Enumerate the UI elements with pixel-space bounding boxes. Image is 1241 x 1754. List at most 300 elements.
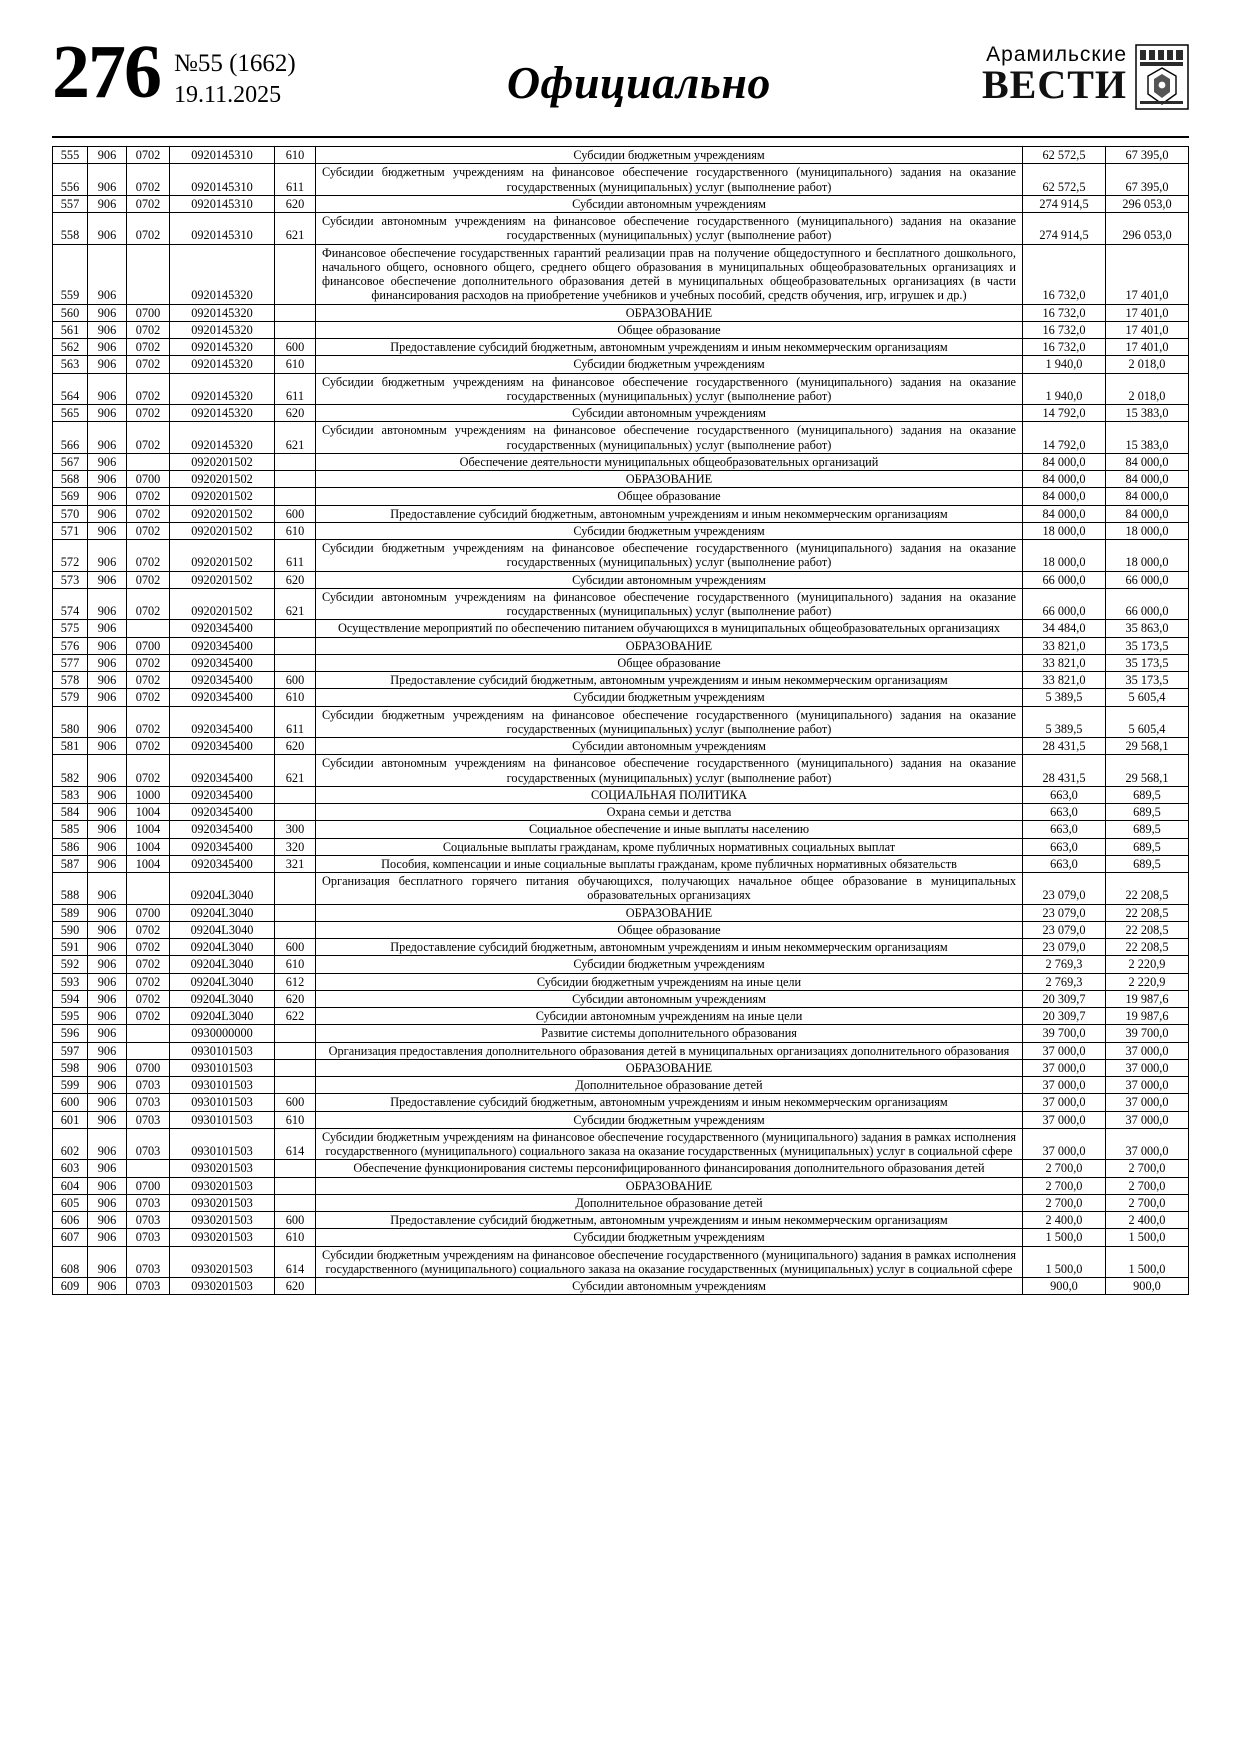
- cell-sum-2: 35 863,0: [1106, 620, 1189, 637]
- cell-vedomstvo: 906: [88, 1094, 127, 1111]
- cell-target-article: 0920201502: [170, 453, 275, 470]
- table-row: [53, 422, 1189, 454]
- cell-sum-2: 19 987,6: [1106, 1008, 1189, 1025]
- table-row: [53, 505, 1189, 522]
- table-row: [53, 1111, 1189, 1128]
- cell-row-number: 598: [53, 1059, 88, 1076]
- cell-name: ОБРАЗОВАНИЕ: [316, 304, 1023, 321]
- cell-target-article: 0920145310: [170, 213, 275, 245]
- cell-expense-type: [275, 1042, 316, 1059]
- cell-name: Предоставление субсидий бюджетным, автономным учреждениям и иным некоммерческим организациям: [316, 672, 1023, 689]
- cell-sum-2: 15 383,0: [1106, 422, 1189, 454]
- cell-name: Финансовое обеспечение государственных гарантий реализации прав на получение общедоступного и бесплатного дошкольного, начального общего, основного общего, среднего общего образования в муниципальных общеобразовательных организациях и финансовое обеспечение дополнительного образования детей в муниципальных общеобразовательных организациях (в части финансирования расходов на приобретение учебников и учебных пособий, средств обучения, игр, игрушек и др.): [316, 244, 1023, 304]
- cell-target-article: 0920345400: [170, 786, 275, 803]
- cell-expense-type: 622: [275, 1008, 316, 1025]
- cell-vedomstvo: 906: [88, 654, 127, 671]
- cell-expense-type: [275, 304, 316, 321]
- cell-razdel: 0702: [127, 921, 170, 938]
- cell-sum-1: 66 000,0: [1023, 571, 1106, 588]
- cell-expense-type: [275, 1059, 316, 1076]
- table-row: [53, 588, 1189, 620]
- cell-vedomstvo: 906: [88, 939, 127, 956]
- cell-sum-1: 37 000,0: [1023, 1042, 1106, 1059]
- cell-sum-2: 2 700,0: [1106, 1194, 1189, 1211]
- table-row: [53, 990, 1189, 1007]
- cell-razdel: 0700: [127, 904, 170, 921]
- cell-expense-type: [275, 637, 316, 654]
- cell-sum-1: 16 732,0: [1023, 339, 1106, 356]
- cell-target-article: 0920201502: [170, 522, 275, 539]
- cell-sum-1: 66 000,0: [1023, 588, 1106, 620]
- cell-target-article: 0920201502: [170, 505, 275, 522]
- cell-name: Общее образование: [316, 654, 1023, 671]
- cell-expense-type: [275, 1077, 316, 1094]
- cell-sum-2: 35 173,5: [1106, 637, 1189, 654]
- cell-razdel: 0703: [127, 1212, 170, 1229]
- cell-target-article: 0930201503: [170, 1278, 275, 1295]
- cell-vedomstvo: 906: [88, 873, 127, 905]
- cell-vedomstvo: 906: [88, 373, 127, 405]
- table-row: [53, 1077, 1189, 1094]
- cell-name: Общее образование: [316, 488, 1023, 505]
- cell-vedomstvo: 906: [88, 706, 127, 738]
- cell-target-article: 0920145320: [170, 422, 275, 454]
- cell-vedomstvo: 906: [88, 1008, 127, 1025]
- cell-expense-type: [275, 1177, 316, 1194]
- table-row: [53, 1128, 1189, 1160]
- cell-target-article: 0930201503: [170, 1229, 275, 1246]
- cell-name: Предоставление субсидий бюджетным, автономным учреждениям и иным некоммерческим организациям: [316, 1212, 1023, 1229]
- cell-expense-type: 600: [275, 339, 316, 356]
- cell-vedomstvo: 906: [88, 1077, 127, 1094]
- cell-name: Субсидии автономным учреждениям: [316, 571, 1023, 588]
- cell-row-number: 572: [53, 540, 88, 572]
- cell-razdel: [127, 244, 170, 304]
- cell-razdel: 0702: [127, 405, 170, 422]
- table-row: [53, 1229, 1189, 1246]
- cell-sum-1: 2 400,0: [1023, 1212, 1106, 1229]
- cell-name: Субсидии бюджетным учреждениям на финансовое обеспечение государственного (муниципального) задания на оказание государственных (муниципальных) услуг (выполнение работ): [316, 540, 1023, 572]
- cell-name: Предоставление субсидий бюджетным, автономным учреждениям и иным некоммерческим организациям: [316, 505, 1023, 522]
- cell-vedomstvo: 906: [88, 1194, 127, 1211]
- cell-sum-1: 1 500,0: [1023, 1229, 1106, 1246]
- cell-expense-type: 611: [275, 706, 316, 738]
- cell-sum-1: 2 769,3: [1023, 956, 1106, 973]
- cell-target-article: 09204L3040: [170, 990, 275, 1007]
- masthead-divider: [52, 136, 1189, 138]
- cell-expense-type: [275, 453, 316, 470]
- cell-expense-type: 320: [275, 838, 316, 855]
- table-row: [53, 956, 1189, 973]
- cell-name: Субсидии бюджетным учреждениям: [316, 1229, 1023, 1246]
- cell-row-number: 559: [53, 244, 88, 304]
- cell-sum-2: 37 000,0: [1106, 1059, 1189, 1076]
- cell-target-article: 0920345400: [170, 637, 275, 654]
- cell-razdel: 0703: [127, 1077, 170, 1094]
- cell-name: Субсидии бюджетным учреждениям на финансовое обеспечение государственного (муниципального) задания на оказание государственных (муниципальных) услуг (выполнение работ): [316, 373, 1023, 405]
- cell-razdel: 0702: [127, 956, 170, 973]
- table-row: [53, 1278, 1189, 1295]
- table-row: [53, 755, 1189, 787]
- cell-sum-1: 14 792,0: [1023, 422, 1106, 454]
- cell-target-article: 0920145320: [170, 339, 275, 356]
- cell-razdel: 1004: [127, 838, 170, 855]
- cell-sum-2: 689,5: [1106, 838, 1189, 855]
- cell-expense-type: 610: [275, 1229, 316, 1246]
- cell-target-article: 0920145320: [170, 304, 275, 321]
- cell-razdel: 0700: [127, 1177, 170, 1194]
- table-row: [53, 706, 1189, 738]
- cell-razdel: 0702: [127, 505, 170, 522]
- cell-sum-2: 2 220,9: [1106, 973, 1189, 990]
- cell-expense-type: 620: [275, 571, 316, 588]
- cell-target-article: 0920145310: [170, 147, 275, 164]
- cell-sum-2: 37 000,0: [1106, 1077, 1189, 1094]
- cell-razdel: 0700: [127, 1059, 170, 1076]
- cell-sum-2: 29 568,1: [1106, 738, 1189, 755]
- cell-row-number: 597: [53, 1042, 88, 1059]
- cell-target-article: 0920345400: [170, 755, 275, 787]
- cell-row-number: 585: [53, 821, 88, 838]
- cell-row-number: 570: [53, 505, 88, 522]
- cell-sum-2: 5 605,4: [1106, 706, 1189, 738]
- cell-row-number: 607: [53, 1229, 88, 1246]
- cell-razdel: 0702: [127, 654, 170, 671]
- cell-target-article: 0930101503: [170, 1077, 275, 1094]
- cell-vedomstvo: 906: [88, 973, 127, 990]
- cell-name: Пособия, компенсации и иные социальные выплаты гражданам, кроме публичных нормативных обязательств: [316, 855, 1023, 872]
- cell-name: Субсидии бюджетным учреждениям на финансовое обеспечение государственного (муниципального) задания в рамках исполнения государственного (муниципального) социального заказа на оказание государственных (муниципальных) услуг в социальной сфере: [316, 1128, 1023, 1160]
- cell-vedomstvo: 906: [88, 1025, 127, 1042]
- town-crest-icon: [1135, 44, 1189, 110]
- cell-name: Субсидии бюджетным учреждениям: [316, 522, 1023, 539]
- cell-row-number: 606: [53, 1212, 88, 1229]
- cell-name: Субсидии бюджетным учреждениям: [316, 356, 1023, 373]
- table-row: [53, 637, 1189, 654]
- cell-razdel: [127, 620, 170, 637]
- table-row: [53, 973, 1189, 990]
- cell-sum-1: 62 572,5: [1023, 164, 1106, 196]
- cell-vedomstvo: 906: [88, 1278, 127, 1295]
- cell-target-article: 09204L3040: [170, 939, 275, 956]
- cell-expense-type: 300: [275, 821, 316, 838]
- cell-razdel: 0702: [127, 164, 170, 196]
- cell-target-article: 0930101503: [170, 1111, 275, 1128]
- cell-vedomstvo: 906: [88, 1160, 127, 1177]
- cell-name: Субсидии автономным учреждениям: [316, 405, 1023, 422]
- cell-sum-1: 1 500,0: [1023, 1246, 1106, 1278]
- cell-sum-2: 2 700,0: [1106, 1160, 1189, 1177]
- cell-sum-2: 37 000,0: [1106, 1042, 1189, 1059]
- cell-sum-1: 274 914,5: [1023, 195, 1106, 212]
- table-row: [53, 654, 1189, 671]
- cell-vedomstvo: 906: [88, 1212, 127, 1229]
- cell-expense-type: 621: [275, 755, 316, 787]
- table-row: [53, 522, 1189, 539]
- cell-sum-2: 17 401,0: [1106, 339, 1189, 356]
- cell-sum-1: 84 000,0: [1023, 453, 1106, 470]
- cell-name: ОБРАЗОВАНИЕ: [316, 1059, 1023, 1076]
- cell-sum-1: 2 700,0: [1023, 1194, 1106, 1211]
- cell-sum-2: 37 000,0: [1106, 1111, 1189, 1128]
- cell-target-article: 0920145310: [170, 195, 275, 212]
- cell-vedomstvo: 906: [88, 738, 127, 755]
- cell-expense-type: [275, 786, 316, 803]
- table-row: [53, 672, 1189, 689]
- cell-razdel: 0702: [127, 689, 170, 706]
- cell-vedomstvo: 906: [88, 321, 127, 338]
- cell-razdel: [127, 873, 170, 905]
- table-row: [53, 1008, 1189, 1025]
- cell-razdel: 1004: [127, 855, 170, 872]
- cell-vedomstvo: 906: [88, 1177, 127, 1194]
- cell-target-article: 0920145320: [170, 373, 275, 405]
- budget-table: [52, 146, 1189, 1295]
- cell-expense-type: [275, 804, 316, 821]
- brand-line-2: ВЕСТИ: [981, 62, 1127, 107]
- table-row: [53, 855, 1189, 872]
- cell-expense-type: 621: [275, 422, 316, 454]
- cell-sum-2: 17 401,0: [1106, 244, 1189, 304]
- cell-row-number: 593: [53, 973, 88, 990]
- cell-sum-1: 900,0: [1023, 1278, 1106, 1295]
- cell-target-article: 0920345400: [170, 620, 275, 637]
- cell-vedomstvo: 906: [88, 488, 127, 505]
- table-row: [53, 164, 1189, 196]
- cell-row-number: 605: [53, 1194, 88, 1211]
- cell-vedomstvo: 906: [88, 356, 127, 373]
- cell-name: ОБРАЗОВАНИЕ: [316, 1177, 1023, 1194]
- cell-name: Дополнительное образование детей: [316, 1194, 1023, 1211]
- cell-name: Субсидии автономным учреждениям на финансовое обеспечение государственного (муниципального) задания на оказание государственных (муниципальных) услуг (выполнение работ): [316, 422, 1023, 454]
- cell-sum-1: 33 821,0: [1023, 672, 1106, 689]
- cell-target-article: 0930101503: [170, 1128, 275, 1160]
- cell-sum-2: 17 401,0: [1106, 321, 1189, 338]
- cell-name: Субсидии автономным учреждениям: [316, 990, 1023, 1007]
- cell-sum-2: 22 208,5: [1106, 921, 1189, 938]
- cell-name: Субсидии автономным учреждениям на финансовое обеспечение государственного (муниципального) задания на оказание государственных (муниципальных) услуг (выполнение работ): [316, 588, 1023, 620]
- cell-row-number: 604: [53, 1177, 88, 1194]
- cell-sum-2: 22 208,5: [1106, 939, 1189, 956]
- cell-expense-type: 600: [275, 939, 316, 956]
- cell-name: Организация предоставления дополнительного образования детей в муниципальных организациях дополнительного образования: [316, 1042, 1023, 1059]
- cell-razdel: 0703: [127, 1229, 170, 1246]
- cell-expense-type: 600: [275, 505, 316, 522]
- cell-razdel: 0700: [127, 304, 170, 321]
- table-row: [53, 405, 1189, 422]
- table-row: [53, 453, 1189, 470]
- brand-line-1: Арамильские: [986, 43, 1127, 66]
- cell-row-number: 608: [53, 1246, 88, 1278]
- cell-sum-1: 18 000,0: [1023, 522, 1106, 539]
- cell-sum-1: 33 821,0: [1023, 654, 1106, 671]
- cell-target-article: 09204L3040: [170, 921, 275, 938]
- cell-razdel: 0702: [127, 672, 170, 689]
- cell-sum-1: 1 940,0: [1023, 373, 1106, 405]
- cell-sum-2: 35 173,5: [1106, 672, 1189, 689]
- cell-row-number: 557: [53, 195, 88, 212]
- cell-vedomstvo: 906: [88, 1229, 127, 1246]
- cell-razdel: 0702: [127, 706, 170, 738]
- cell-sum-2: 18 000,0: [1106, 522, 1189, 539]
- page-number: 276: [52, 30, 160, 114]
- cell-expense-type: 620: [275, 738, 316, 755]
- cell-razdel: 0703: [127, 1128, 170, 1160]
- cell-name: Обеспечение деятельности муниципальных общеобразовательных организаций: [316, 453, 1023, 470]
- brand-text: [982, 44, 1127, 105]
- cell-razdel: 1004: [127, 821, 170, 838]
- cell-name: Субсидии автономным учреждениям на финансовое обеспечение государственного (муниципального) задания на оказание государственных (муниципальных) услуг (выполнение работ): [316, 213, 1023, 245]
- cell-sum-1: 14 792,0: [1023, 405, 1106, 422]
- cell-sum-2: 2 018,0: [1106, 356, 1189, 373]
- cell-sum-2: 66 000,0: [1106, 571, 1189, 588]
- cell-vedomstvo: 906: [88, 453, 127, 470]
- cell-vedomstvo: 906: [88, 522, 127, 539]
- cell-sum-1: 84 000,0: [1023, 471, 1106, 488]
- cell-row-number: 565: [53, 405, 88, 422]
- cell-sum-2: 66 000,0: [1106, 588, 1189, 620]
- cell-row-number: 591: [53, 939, 88, 956]
- cell-row-number: 556: [53, 164, 88, 196]
- cell-sum-1: 23 079,0: [1023, 904, 1106, 921]
- cell-razdel: 0703: [127, 1111, 170, 1128]
- table-row: [53, 339, 1189, 356]
- cell-razdel: 0703: [127, 1094, 170, 1111]
- cell-vedomstvo: 906: [88, 505, 127, 522]
- cell-vedomstvo: 906: [88, 855, 127, 872]
- cell-sum-1: 37 000,0: [1023, 1094, 1106, 1111]
- cell-razdel: 0703: [127, 1194, 170, 1211]
- cell-sum-2: 689,5: [1106, 786, 1189, 803]
- cell-sum-2: 22 208,5: [1106, 873, 1189, 905]
- cell-name: СОЦИАЛЬНАЯ ПОЛИТИКА: [316, 786, 1023, 803]
- cell-vedomstvo: 906: [88, 904, 127, 921]
- cell-expense-type: 610: [275, 1111, 316, 1128]
- cell-vedomstvo: 906: [88, 689, 127, 706]
- cell-target-article: 0920145320: [170, 405, 275, 422]
- cell-target-article: 0920345400: [170, 706, 275, 738]
- cell-target-article: 09204L3040: [170, 1008, 275, 1025]
- cell-vedomstvo: 906: [88, 147, 127, 164]
- cell-sum-1: 37 000,0: [1023, 1111, 1106, 1128]
- table-row: [53, 321, 1189, 338]
- cell-name: Социальные выплаты гражданам, кроме публичных нормативных социальных выплат: [316, 838, 1023, 855]
- cell-row-number: 594: [53, 990, 88, 1007]
- cell-sum-1: 16 732,0: [1023, 321, 1106, 338]
- cell-sum-1: 2 769,3: [1023, 973, 1106, 990]
- cell-sum-2: 84 000,0: [1106, 505, 1189, 522]
- table-row: [53, 821, 1189, 838]
- cell-expense-type: 600: [275, 1094, 316, 1111]
- cell-vedomstvo: 906: [88, 471, 127, 488]
- cell-vedomstvo: 906: [88, 620, 127, 637]
- cell-expense-type: 614: [275, 1128, 316, 1160]
- cell-name: Организация бесплатного горячего питания обучающихся, получающих начальное общее образование в муниципальных образовательных организациях: [316, 873, 1023, 905]
- cell-expense-type: [275, 1160, 316, 1177]
- cell-sum-1: 663,0: [1023, 838, 1106, 855]
- table-row: [53, 904, 1189, 921]
- cell-row-number: 573: [53, 571, 88, 588]
- issue-info: [174, 38, 296, 111]
- table-row: [53, 1059, 1189, 1076]
- cell-name: Субсидии бюджетным учреждениям на финансовое обеспечение государственного (муниципального) задания на оказание государственных (муниципальных) услуг (выполнение работ): [316, 706, 1023, 738]
- cell-vedomstvo: 906: [88, 921, 127, 938]
- cell-name: Субсидии бюджетным учреждениям: [316, 956, 1023, 973]
- cell-expense-type: 610: [275, 956, 316, 973]
- cell-target-article: 09204L3040: [170, 873, 275, 905]
- cell-row-number: 582: [53, 755, 88, 787]
- cell-name: Субсидии бюджетным учреждениям: [316, 1111, 1023, 1128]
- masthead-left: [52, 30, 296, 114]
- cell-target-article: 0920145320: [170, 321, 275, 338]
- cell-row-number: 555: [53, 147, 88, 164]
- cell-sum-2: 37 000,0: [1106, 1094, 1189, 1111]
- table-row: [53, 738, 1189, 755]
- cell-vedomstvo: 906: [88, 304, 127, 321]
- cell-expense-type: 612: [275, 973, 316, 990]
- cell-expense-type: 600: [275, 672, 316, 689]
- cell-razdel: 0702: [127, 1008, 170, 1025]
- cell-expense-type: 611: [275, 540, 316, 572]
- cell-vedomstvo: 906: [88, 1128, 127, 1160]
- cell-sum-2: 2 700,0: [1106, 1177, 1189, 1194]
- cell-vedomstvo: 906: [88, 672, 127, 689]
- cell-vedomstvo: 906: [88, 213, 127, 245]
- cell-expense-type: 620: [275, 405, 316, 422]
- cell-expense-type: 620: [275, 1278, 316, 1295]
- cell-vedomstvo: 906: [88, 821, 127, 838]
- cell-razdel: [127, 1042, 170, 1059]
- cell-row-number: 580: [53, 706, 88, 738]
- cell-sum-1: 20 309,7: [1023, 1008, 1106, 1025]
- table-row: [53, 921, 1189, 938]
- table-row: [53, 786, 1189, 803]
- cell-sum-2: 17 401,0: [1106, 304, 1189, 321]
- cell-razdel: [127, 1025, 170, 1042]
- cell-sum-2: 15 383,0: [1106, 405, 1189, 422]
- cell-row-number: 588: [53, 873, 88, 905]
- cell-sum-1: 16 732,0: [1023, 304, 1106, 321]
- cell-target-article: 0930201503: [170, 1212, 275, 1229]
- table-row: [53, 1177, 1189, 1194]
- table-row: [53, 540, 1189, 572]
- cell-name: Осуществление мероприятий по обеспечению питанием обучающихся в муниципальных общеобразовательных организациях: [316, 620, 1023, 637]
- cell-expense-type: [275, 873, 316, 905]
- cell-sum-1: 663,0: [1023, 804, 1106, 821]
- cell-razdel: 0700: [127, 471, 170, 488]
- cell-razdel: 0702: [127, 147, 170, 164]
- table-row: [53, 838, 1189, 855]
- cell-razdel: 0703: [127, 1278, 170, 1295]
- cell-sum-2: 84 000,0: [1106, 471, 1189, 488]
- cell-row-number: 581: [53, 738, 88, 755]
- cell-expense-type: [275, 921, 316, 938]
- cell-vedomstvo: 906: [88, 1059, 127, 1076]
- cell-sum-1: 62 572,5: [1023, 147, 1106, 164]
- cell-sum-1: 23 079,0: [1023, 873, 1106, 905]
- cell-sum-2: 18 000,0: [1106, 540, 1189, 572]
- cell-expense-type: 620: [275, 990, 316, 1007]
- cell-target-article: 0920201502: [170, 471, 275, 488]
- cell-row-number: 569: [53, 488, 88, 505]
- cell-sum-2: 35 173,5: [1106, 654, 1189, 671]
- cell-sum-2: 67 395,0: [1106, 164, 1189, 196]
- cell-razdel: 0702: [127, 373, 170, 405]
- cell-target-article: 0920345400: [170, 689, 275, 706]
- cell-target-article: 0930201503: [170, 1177, 275, 1194]
- cell-expense-type: [275, 904, 316, 921]
- cell-row-number: 590: [53, 921, 88, 938]
